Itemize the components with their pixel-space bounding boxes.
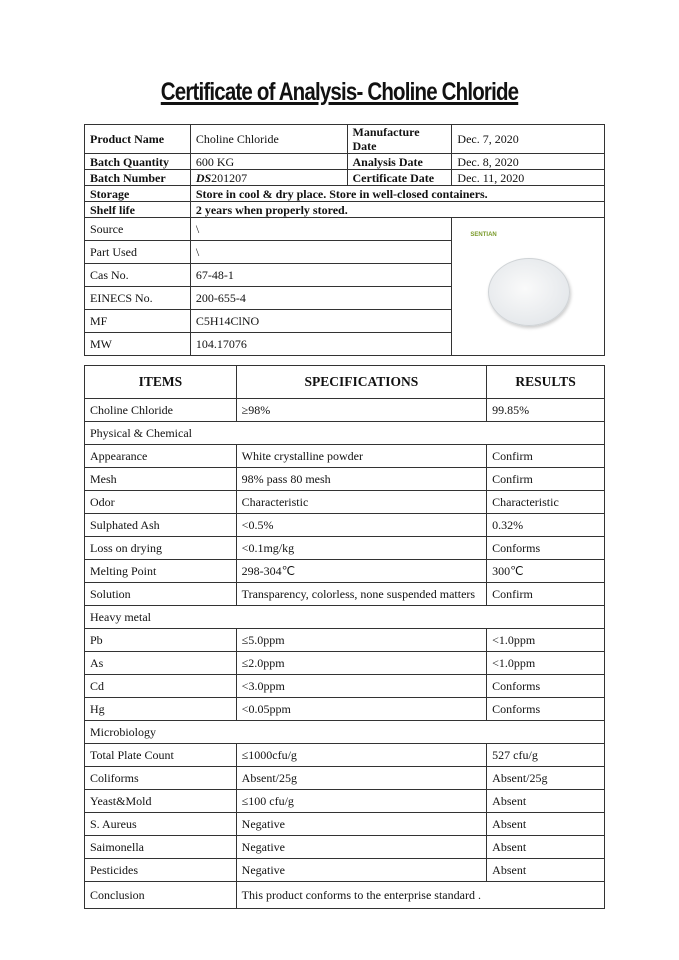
- brand-logo: SENTIAN: [470, 232, 497, 238]
- result: Absent: [487, 790, 605, 813]
- item: Mesh: [85, 468, 237, 491]
- result: 300℃: [487, 560, 605, 583]
- item: S. Aureus: [85, 813, 237, 836]
- table-row: [85, 514, 605, 537]
- specification: <0.1mg/kg: [236, 537, 486, 560]
- specifications-table: [84, 365, 605, 909]
- table-row: [85, 767, 605, 790]
- item: Total Plate Count: [85, 744, 237, 767]
- table-row: [85, 629, 605, 652]
- specification: ≤5.0ppm: [236, 629, 486, 652]
- powder-dish-image: [488, 258, 570, 326]
- section-row: [85, 721, 605, 744]
- specification: Transparency, colorless, none suspended matters: [236, 583, 486, 606]
- item: Saimonella: [85, 836, 237, 859]
- field-value: \: [190, 241, 452, 264]
- header-items: ITEMS: [85, 366, 237, 399]
- item: Hg: [85, 698, 237, 721]
- specification: White crystalline powder: [236, 445, 486, 468]
- field-label: Certificate Date: [347, 170, 452, 186]
- specification: ≤2.0ppm: [236, 652, 486, 675]
- item: Cd: [85, 675, 237, 698]
- field-value: Dec. 8, 2020: [452, 154, 605, 170]
- item: Pesticides: [85, 859, 237, 882]
- field-label: Batch Quantity: [85, 154, 191, 170]
- table-row: [85, 560, 605, 583]
- table-row: [85, 675, 605, 698]
- item: Pb: [85, 629, 237, 652]
- batch-prefix: DS: [195, 170, 212, 185]
- field-label: Analysis Date: [347, 154, 452, 170]
- field-label: Shelf life: [85, 202, 191, 218]
- field-value: 2 years when properly stored.: [190, 202, 604, 218]
- table-row: [85, 491, 605, 514]
- table-row: [85, 813, 605, 836]
- result: Conforms: [487, 537, 605, 560]
- info-row: [85, 186, 605, 202]
- result: 99.85%: [487, 399, 605, 422]
- item: As: [85, 652, 237, 675]
- info-row: [85, 170, 605, 186]
- field-value: 104.17076: [190, 333, 452, 356]
- field-value: C5H14ClNO: [190, 310, 452, 333]
- product-info-table: [84, 124, 605, 356]
- field-label: MF: [85, 310, 191, 333]
- field-label: Manufacture Date: [347, 125, 452, 154]
- result: Absent: [487, 859, 605, 882]
- conclusion-label: Conclusion: [85, 882, 237, 909]
- field-label: EINECS No.: [85, 287, 191, 310]
- field-label: Cas No.: [85, 264, 191, 287]
- section-row: [85, 606, 605, 629]
- item: Yeast&Mold: [85, 790, 237, 813]
- result: Conforms: [487, 675, 605, 698]
- specification: 298-304℃: [236, 560, 486, 583]
- specification: Negative: [236, 859, 486, 882]
- table-row: [85, 836, 605, 859]
- field-value: \: [190, 218, 452, 241]
- conclusion-row: [85, 882, 605, 909]
- result: Absent: [487, 813, 605, 836]
- table-row: [85, 698, 605, 721]
- info-row: [85, 154, 605, 170]
- result: Confirm: [487, 468, 605, 491]
- result: Confirm: [487, 583, 605, 606]
- field-value: 200-655-4: [190, 287, 452, 310]
- result: <1.0ppm: [487, 652, 605, 675]
- item: Loss on drying: [85, 537, 237, 560]
- result: Absent/25g: [487, 767, 605, 790]
- specification: ≤1000cfu/g: [236, 744, 486, 767]
- header-specifications: SPECIFICATIONS: [236, 366, 486, 399]
- table-row: [85, 652, 605, 675]
- section-title: Microbiology: [85, 721, 605, 744]
- table-row: [85, 445, 605, 468]
- info-row: [85, 202, 605, 218]
- field-value: 67-48-1: [190, 264, 452, 287]
- result: <1.0ppm: [487, 629, 605, 652]
- table-row: [85, 744, 605, 767]
- specification: ≥98%: [236, 399, 486, 422]
- result: Conforms: [487, 698, 605, 721]
- specification: Negative: [236, 813, 486, 836]
- section-title: Physical & Chemical: [85, 422, 605, 445]
- table-row: [85, 790, 605, 813]
- result: Confirm: [487, 445, 605, 468]
- field-value: Dec. 11, 2020: [452, 170, 605, 186]
- result: 0.32%: [487, 514, 605, 537]
- item: Choline Chloride: [85, 399, 237, 422]
- info-row: [85, 218, 605, 241]
- field-label: Part Used: [85, 241, 191, 264]
- specification: Characteristic: [236, 491, 486, 514]
- specification: ≤100 cfu/g: [236, 790, 486, 813]
- item: Melting Point: [85, 560, 237, 583]
- specification: <0.5%: [236, 514, 486, 537]
- specification: <3.0ppm: [236, 675, 486, 698]
- info-row: [85, 125, 605, 154]
- field-value: Store in cool & dry place. Store in well-closed containers.: [190, 186, 604, 202]
- conclusion-text: This product conforms to the enterprise standard .: [236, 882, 604, 909]
- specification: 98% pass 80 mesh: [236, 468, 486, 491]
- table-header-row: [85, 366, 605, 399]
- item: Sulphated Ash: [85, 514, 237, 537]
- document-title: Certificate of Analysis- Choline Chloride: [160, 78, 519, 106]
- field-label: MW: [85, 333, 191, 356]
- section-title: Heavy metal: [85, 606, 605, 629]
- specification: Negative: [236, 836, 486, 859]
- table-row: [85, 399, 605, 422]
- product-image: [452, 218, 605, 356]
- table-row: [85, 468, 605, 491]
- field-label: Storage: [85, 186, 191, 202]
- item: Appearance: [85, 445, 237, 468]
- item: Odor: [85, 491, 237, 514]
- table-row: [85, 583, 605, 606]
- table-row: [85, 859, 605, 882]
- result: Absent: [487, 836, 605, 859]
- specification: Absent/25g: [236, 767, 486, 790]
- field-label: Source: [85, 218, 191, 241]
- item: Solution: [85, 583, 237, 606]
- result: Characteristic: [487, 491, 605, 514]
- header-results: RESULTS: [487, 366, 605, 399]
- section-row: [85, 422, 605, 445]
- specification: <0.05ppm: [236, 698, 486, 721]
- item: Coliforms: [85, 767, 237, 790]
- field-value: Dec. 7, 2020: [452, 125, 605, 154]
- batch-number-value: [190, 170, 347, 186]
- batch-number: 201207: [211, 170, 248, 185]
- field-label: Batch Number: [85, 170, 191, 186]
- field-label: Product Name: [85, 125, 191, 154]
- table-row: [85, 537, 605, 560]
- field-value: Choline Chloride: [190, 125, 347, 154]
- field-value: 600 KG: [190, 154, 347, 170]
- result: 527 cfu/g: [487, 744, 605, 767]
